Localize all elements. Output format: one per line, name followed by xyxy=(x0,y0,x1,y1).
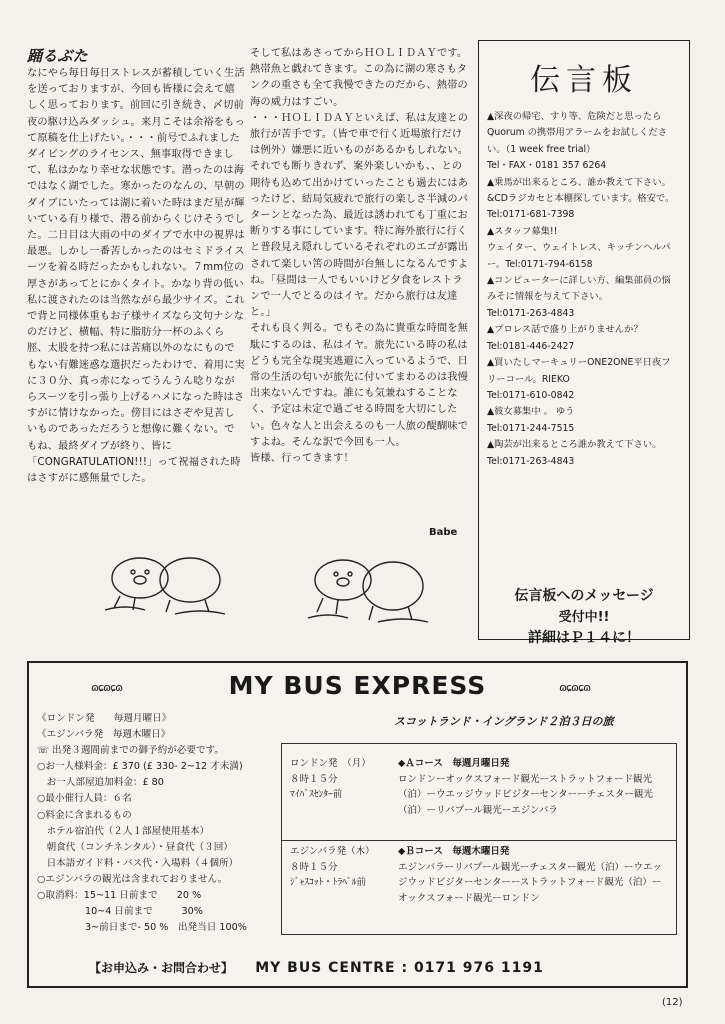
list-item: Tel:0171-610-0842 xyxy=(487,389,575,401)
info-line: ○最小催行人員：６名 xyxy=(37,793,132,805)
article-left-column xyxy=(27,46,245,487)
route-description xyxy=(398,756,670,818)
article-middle-column xyxy=(250,46,472,467)
info-line: ○エジンバラの観光は含まれておりません。 xyxy=(37,873,228,885)
callout-title: 伝言板へのメッセージ xyxy=(514,588,654,604)
callout-detail: 詳細はＰ１４に！ xyxy=(528,630,640,646)
list-item: ▲深夜の帰宅、すり等、危険だと思ったら Quorum の携帯用アラームをお試しください。（1 week free trial） xyxy=(487,111,668,155)
route-time: ８時１５分 xyxy=(290,773,338,785)
list-item: ▲買いたしマーキュリーONE2ONE平日夜フリーコール。RIEKO xyxy=(487,357,671,385)
info-line: ○お一人様料金：£ 370 (£ 330- 2~12 才未満) xyxy=(37,761,243,773)
article-paragraph: ・・・ＨＯＬＩＤＡＹといえば、私は友達との旅行が苦手です。（皆で車で行く近場旅行だけは例外）嫌悪に近いものがあるかもしれない。それでも断りきれず、案外楽しいかも、、との期待も込めて出かけていったことも過去にはあったけど、結局気疲れで旅行の楽しさ半減のパターンとなった為、最近は誘われても丁重にお断りする事にしています。特に海外旅行に行くと普段見え隠れしているそれぞれのエゴが露出されて楽しい筈の時間が台無しになるんですよね。「昼間は一人でもいいけど夕食をレストランで一人でとるのはイヤ。だから旅行は友達と。」 xyxy=(250,112,469,319)
course-itinerary: エジンバラーリバプール観光ーチェスター観光（泊）ーウエッジウッドビジターセンターーストラットフォード観光（泊）ーオックスフォード観光ーロンドン xyxy=(398,861,662,904)
info-line: ☏ 出発３週間前までの御予約が必要です。 xyxy=(37,745,224,757)
pig-doodle-illustration xyxy=(298,548,448,628)
course-name: ◆Ａコース 毎週月曜日発 xyxy=(398,758,510,769)
list-item: ウェイター、ウェイトレス、キッチンヘルパー。Tel:0171-794-6158 xyxy=(487,242,671,270)
info-line: ○料金に含まれるもの xyxy=(37,809,132,821)
route-departure xyxy=(290,844,390,891)
route-divider xyxy=(282,840,676,841)
list-item: Tel:0171-244-7515 xyxy=(487,422,575,434)
route-description xyxy=(398,844,670,906)
bus-express-ad xyxy=(27,661,688,988)
route-place: ｼﾞｬｽｺｯﾄ・ﾄﾗﾍﾞﾙ前 xyxy=(290,877,367,888)
info-line: お一人部屋追加料金：£ 80 xyxy=(37,777,164,789)
list-item: Tel:0171-263-4843 xyxy=(487,307,575,319)
article-paragraph: 皆様、行ってきます！ xyxy=(250,453,354,465)
ornament-right: ɷɕɷɕɷ xyxy=(559,681,591,694)
list-item: ▲乗馬が出来るところ、誰か教えて下さい。&CDラジカセと本棚探しています。格安で。Tel:0171-681-7398 xyxy=(487,176,675,221)
message-board-callout xyxy=(479,586,689,649)
course-itinerary: ロンドンーオックスフォード観光ーストラットフォード観光（泊）ーウエッジウッドビジターセンターーチェスター観光（泊）ーリバプール観光ーエジンバラ xyxy=(398,773,653,816)
info-line: 《ロンドン発 毎週月曜日》 xyxy=(37,713,172,724)
contact-label: 【お申込み・お問合わせ】 xyxy=(89,961,234,975)
ad-subtitle: スコットランド・イングランド２泊３日の旅 xyxy=(394,715,614,728)
list-item: ▲コンピューターに詳しい方、編集部員の悩みそに情報を与えて下さい。 xyxy=(487,275,671,303)
article-paragraph: なにやら毎日毎日ストレスが蓄積していく生活を送っておりますが、今回も皆様に会えて嬉しく思っております。前回に引き続き、〆切前夜の駆け込みダッシュ。来月こそは余裕をもって原稿を仕上げたい。・・・前号でふれましたダイビングのライセンス、無事取得できまして、私はかなり幸せな状態です。潜ったのは海ではなく湖でした。寒かったのなんの、早朝のダイブにいたっては湖に着いた時はまだ星が輝いている有り様で、潜る前からくじけそうでした。二日目は大雨の中のダイブで水中の視界は最悪。しかし一番苦しかったのはセミドライスーツを着る時だったかもしれない。７mm位の厚さがあってとにかくタイト。かなり背の低い私に渡されたのは当然ながら最少サイズ。これで背と同様体重もお子様サイズなら文句ナシなのだけど、横幅、特に脂肪分一杯のふくら脛、太股を持つ私には苦痛以外のなにものでもない有難迷惑な選択だったわけで、着用に実に３０分、真っ赤になってうんうん唸りながらスーツを引っ張り上げるハメになった時はさすがに情けなかった。傍目にはさぞや見苦しいものであっただろうと想像に難くない。でもね、最終ダイブが終り、皆に「CONGRATULATION!!!」って祝福された時はさすがに感無量でした。 xyxy=(27,68,245,485)
route-origin: ロンドン発 （月） xyxy=(290,758,371,769)
contact-phone: MY BUS CENTRE : 0171 976 1191 xyxy=(255,960,544,976)
article-paragraph: そして私はあさってからＨＯＬＩＤＡＹです。熱帯魚と戯れてきます。この為に湖の寒さもタンクの重さも全て我慢できたのだから、熱帯の海の威力はすごい。 xyxy=(250,48,468,108)
info-line: 《エジンバラ発 毎週木曜日》 xyxy=(37,729,171,741)
list-item: ▲彼女募集中 。 ゆう xyxy=(487,406,575,418)
route-place: ﾏｲﾊﾞｽｾﾝﾀｰ前 xyxy=(290,789,343,800)
list-item: Tel・FAX・0181 357 6264 xyxy=(487,160,607,172)
pig-doodle-illustration xyxy=(95,548,245,620)
route-origin: エジンバラ発（木） xyxy=(290,846,375,857)
ad-title: MY BUS EXPRESS xyxy=(228,671,487,700)
message-board-box xyxy=(478,40,690,646)
ad-info-list xyxy=(37,711,285,936)
list-item: ▲スタッフ募集!! xyxy=(487,225,558,237)
list-item: ▲プロレス話で盛り上がりませんか？ Tel:0181-446-2427 xyxy=(487,324,643,352)
info-line: ホテル宿泊代（２人１部屋使用基本） xyxy=(37,825,210,837)
info-line: 10~4 日前まで 30% xyxy=(37,906,203,918)
list-item: ▲陶芸が出来るところ誰か教えて下さい。Tel:0171-263-4843 xyxy=(487,439,662,467)
info-line: 朝食代（コンチネンタル）・昼食代（３回） xyxy=(37,841,233,853)
author-signature: Babe xyxy=(429,527,458,538)
ad-contact xyxy=(89,959,544,976)
course-name: ◆Ｂコース 毎週木曜日発 xyxy=(398,846,510,857)
callout-subtitle: 受付中!! xyxy=(558,610,610,625)
ornament-left: ɷɕɷɕɷ xyxy=(91,681,123,694)
message-board-title: 伝言板 xyxy=(530,63,638,98)
page-number: (12) xyxy=(662,997,683,1008)
article-title: 踊るぶた xyxy=(27,47,88,65)
article-paragraph: それも良く判る。でもその為に貴重な時間を無駄にするのは、私はイヤ。旅先にいる時の私はどうも完全な現実逃避に入っているようで、日常の生活の匂いが旅先に付いてまわるのは我慢出来ないんですね。誰にも気兼ねすることなく、予定は未定で過ごせる時間を大切にしたい。色々な人と出会えるのも一人旅の醍醐味ですよね。そんな訳で今回も一人。 xyxy=(250,323,469,448)
info-line: 日本語ガイド料・バス代・入場料（４個所） xyxy=(37,857,239,869)
route-time: ８時１５分 xyxy=(290,861,338,873)
message-board-list xyxy=(479,109,689,470)
route-departure xyxy=(290,756,390,803)
info-line: ○取消料：15~11 日前まで 20 % xyxy=(37,890,202,902)
route-table xyxy=(281,743,677,935)
info-line: 3~前日まで- 50 % 出発当日 100% xyxy=(37,922,247,934)
